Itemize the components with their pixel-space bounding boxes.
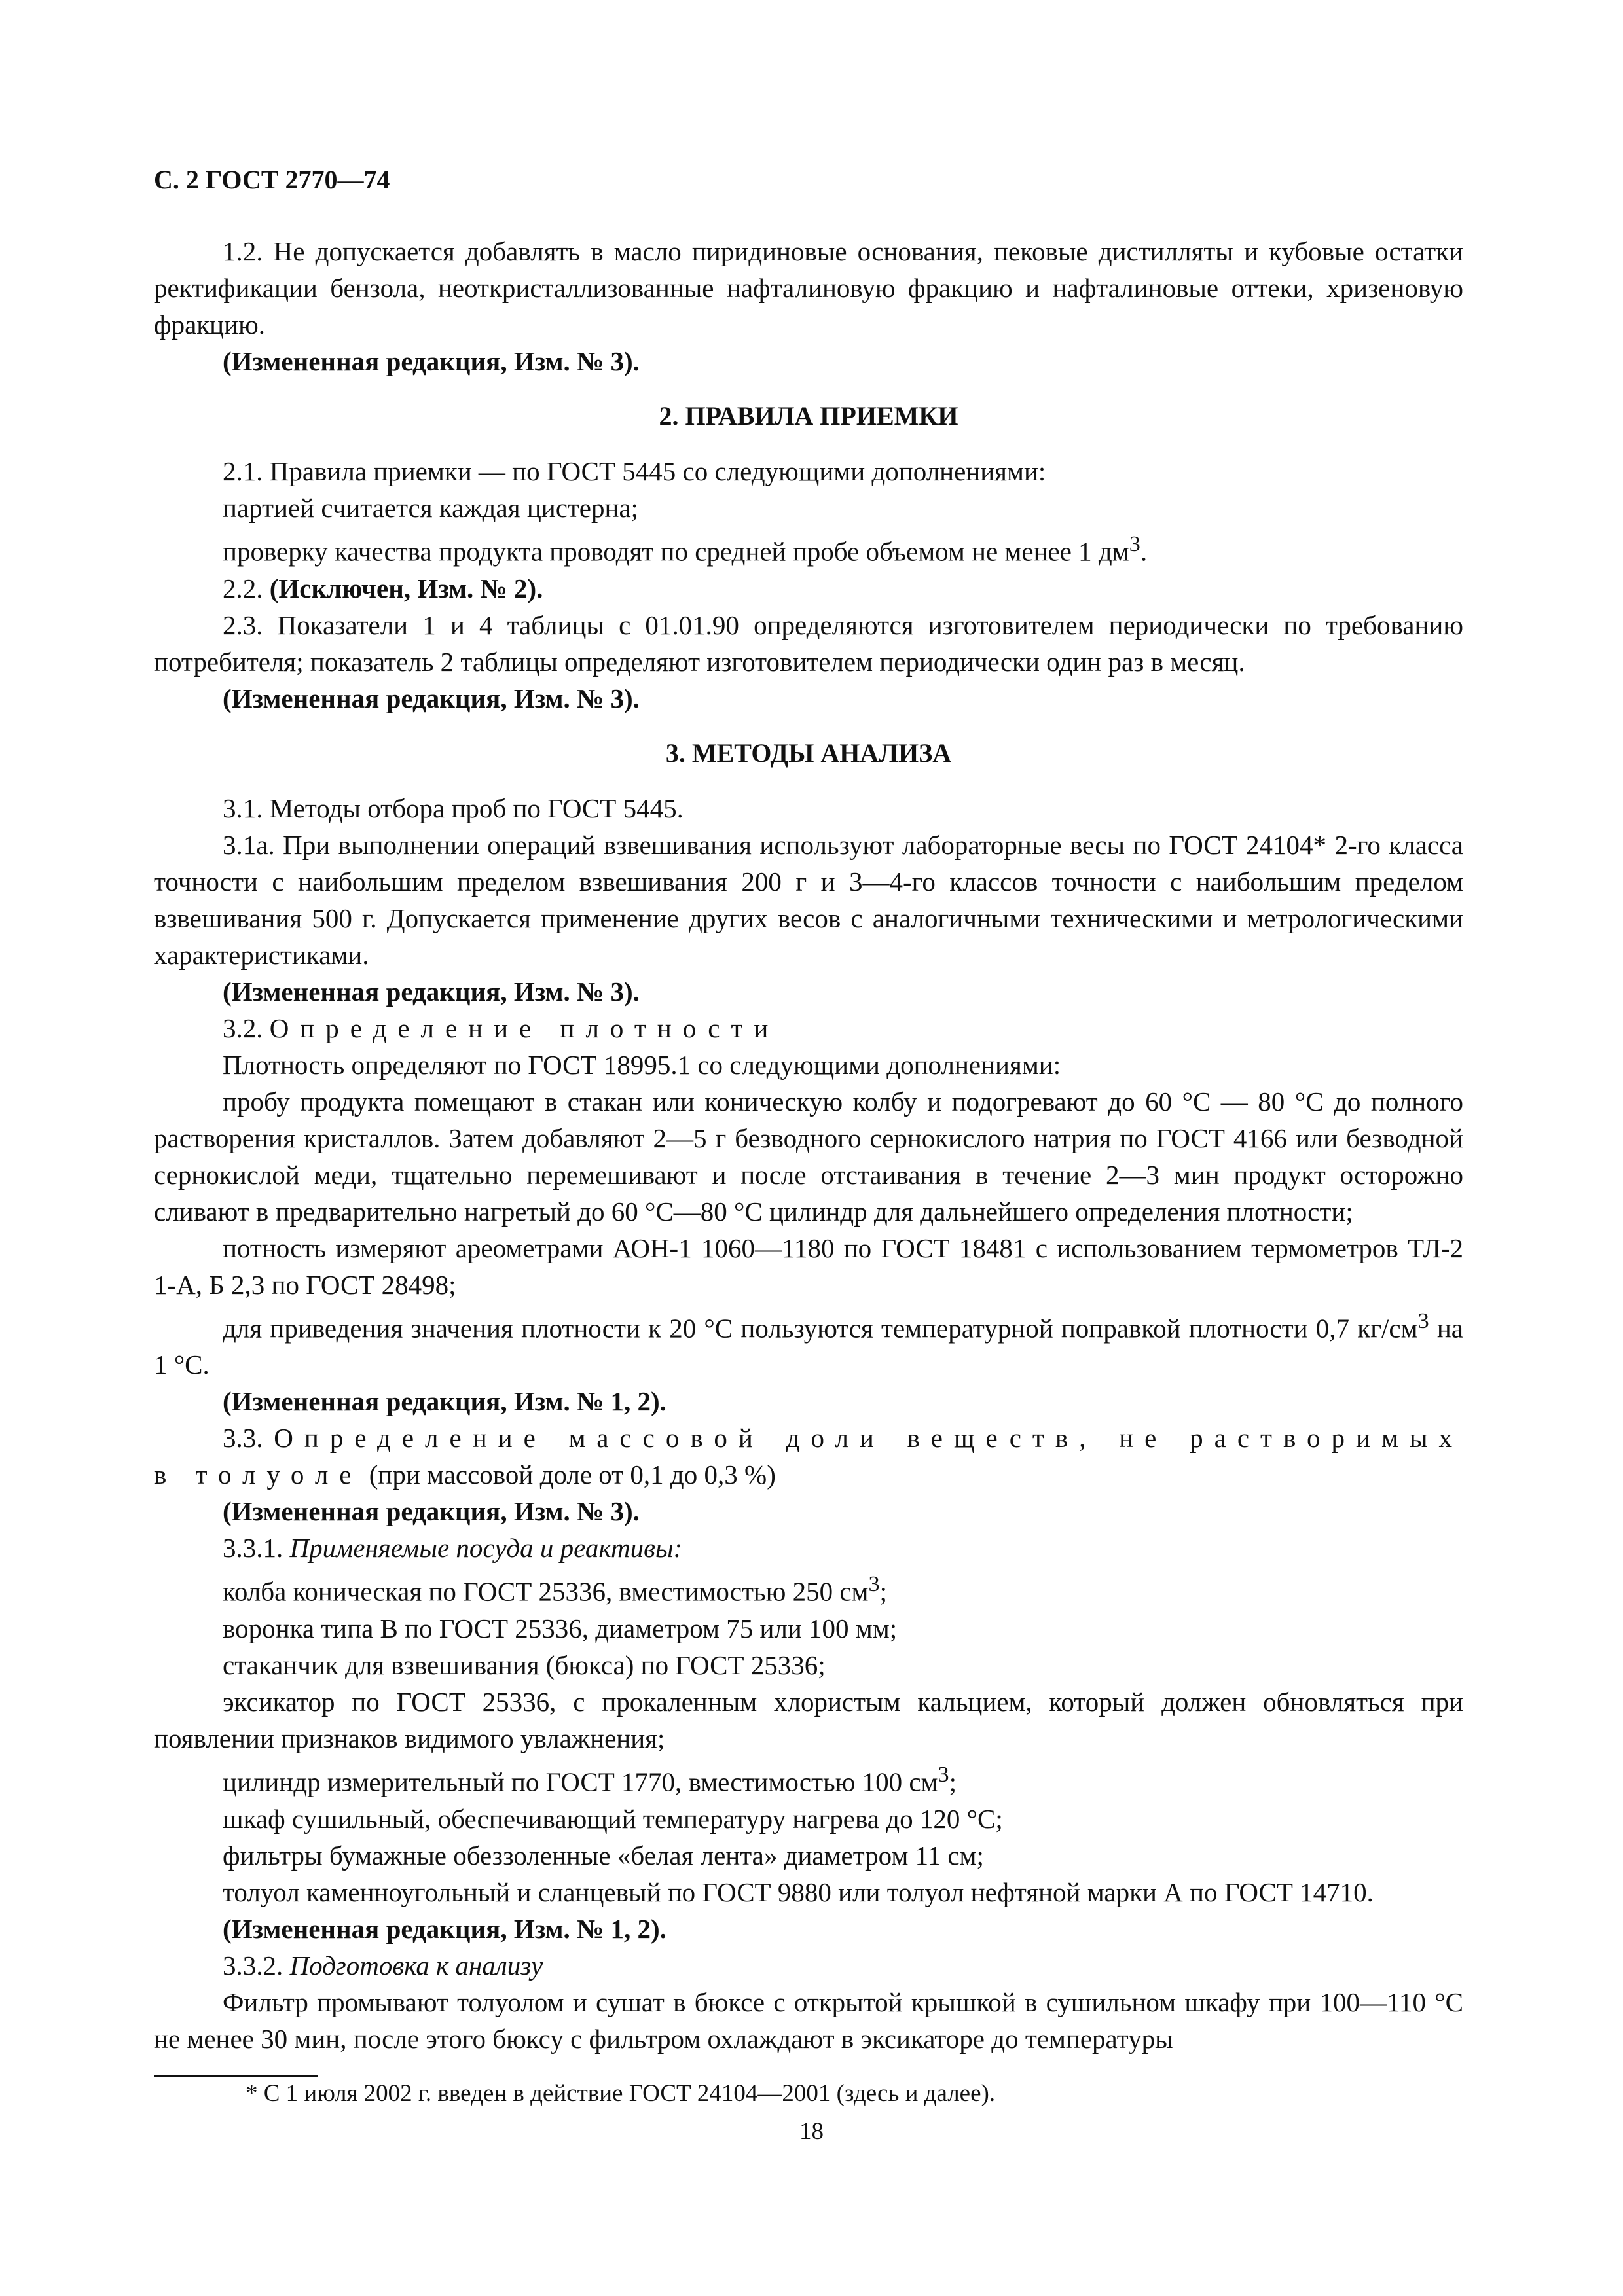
document-page [154,164,1463,2110]
paragraph-number: 3.3.2. [223,1950,290,1981]
paragraph-number: 3.3.1. [223,1533,290,1564]
superscript: 3 [868,1572,880,1597]
spacer [154,2057,1463,2075]
text: (при массовой доле от 0,1 до 0,3 %) [362,1460,776,1490]
footnote: * С 1 июля 2002 г. введен в действие ГОСТ 24104—2001 (здесь и далее). [246,2079,996,2107]
text: колба коническая по ГОСТ 25336, вместимостью 250 см [223,1576,869,1607]
text: проверку качества продукта проводят по средней пробе объемом не менее 1 дм [223,536,1129,567]
spacer [154,196,1463,233]
paragraph-2-1-item-a: партией считается каждая цистерна; [223,493,639,523]
paragraph-3-2-correction [154,1303,1463,1384]
list-item: воронка типа В по ГОСТ 25336, диаметром 75 или 100 мм; [223,1613,898,1643]
revision-note: (Измененная редакция, Изм. № 3). [223,1496,640,1527]
list-item [154,1566,1463,1610]
paragraph-3-3-2 [154,1947,1463,1984]
paragraph-3-1: 3.1. Методы отбора проб по ГОСТ 5445. [223,793,684,823]
list-item: эксикатор по ГОСТ 25336, с прокаленным хлористым кальцием, который должен обновляться при появлении признаков видимого увлажнения; [154,1686,1463,1753]
text: ; [949,1767,957,1797]
paragraph-3-3-1 [154,1530,1463,1566]
text: ; [879,1576,887,1607]
page-header: С. 2 ГОСТ 2770—74 [154,165,390,194]
paragraph-number: 2.2. [223,573,270,603]
list-item: стаканчик для взвешивания (бюкса) по ГОСТ 25336; [223,1649,826,1680]
revision-note: (Измененная редакция, Изм. № 1, 2). [223,1913,666,1944]
paragraph-3-3 [154,1420,1463,1493]
paragraph-3-2-sample: пробу продукта помещают в стакан или коническую колбу и подогревают до 60 °С — 80 °С до полного растворения кристаллов. Затем добавляют 2—5 г безводного сернокислого натрия по ГОСТ 4166 или безводной сернокислой меди, тщательно перемешивают и после отстаивания в течение 2—3 мин продукт осторожно сливают в предварительно нагретый до 60 °С—80 °С цилиндр для дальнейшего определения плотности; [154,1086,1463,1227]
list-item: толуол каменноугольный и сланцевый по ГОСТ 9880 или толуол нефтяной марки А по ГОСТ 14710. [223,1876,1374,1907]
revision-note: (Исключен, Изм. № 2). [269,573,543,603]
paragraph-number: 3.3. [223,1423,274,1454]
superscript: 3 [1417,1308,1429,1333]
subsection-title: Определение плотности [269,1013,780,1043]
subsection-title: Применяемые посуда и реактивы: [289,1533,683,1564]
paragraph-3-2-intro: Плотность определяют по ГОСТ 18995.1 со следующими дополнениями: [223,1049,1061,1080]
paragraph-2-1-item-b [154,526,1463,570]
paragraph-3-2 [154,1010,1463,1047]
revision-note: (Измененная редакция, Изм. № 1, 2). [223,1386,666,1417]
text: цилиндр измерительный по ГОСТ 1770, вместимостью 100 см [223,1767,938,1797]
subsection-title: Подготовка к анализу [289,1950,543,1981]
spacer [154,772,1463,790]
text: на 1 °С. [154,1313,1463,1380]
paragraph-2-3: 2.3. Показатели 1 и 4 таблицы с 01.01.90 определяются изготовителем периодически по требованию потребителя; показатель 2 таблицы определяют изготовителем периодически один раз в месяц. [154,609,1463,677]
text: . [1140,536,1148,567]
revision-note: (Измененная редакция, Изм. № 3). [223,346,640,376]
revision-note: (Измененная редакция, Изм. № 3). [223,976,640,1007]
text: для приведения значения плотности к 20 °С пользуются температурной поправкой плотности 0,7 кг/см [223,1313,1418,1344]
subsection-title: Определение массовой доли веществ, не растворимых в толуоле [154,1423,1463,1490]
section-2-title: 2. ПРАВИЛА ПРИЕМКИ [659,401,958,431]
paragraph-3-2-measure: потность измеряют ареометрами АОН-1 1060—1180 по ГОСТ 18481 с использованием термометров ТЛ-2 1-А, Б 2,3 по ГОСТ 28498; [154,1232,1463,1300]
paragraph-3-3-2-text: Фильтр промывают толуолом и сушат в бюксе с открытой крышкой в сушильном шкафу при 100—110 °С не менее 30 мин, после этого бюксу с фильтром охлаждают в эксикаторе до температуры [154,1986,1463,2054]
section-3-title: 3. МЕТОДЫ АНАЛИЗА [665,738,952,768]
superscript: 3 [1129,532,1140,556]
paragraph-3-1a: 3.1а. При выполнении операций взвешивания используют лабораторные весы по ГОСТ 24104* 2-го класса точности с наибольшим пределом взвешивания 200 г и 3—4-го классов точности с наибольшим пределом взвешивания 500 г. Допускается применение других весов с аналогичными техническими и метрологическими характеристиками. [154,829,1463,970]
revision-note: (Измененная редакция, Изм. № 3). [223,683,640,713]
page-number: 18 [799,2118,824,2145]
superscript: 3 [938,1762,949,1787]
paragraph-2-1: 2.1. Правила приемки — по ГОСТ 5445 со следующими дополнениями: [223,456,1046,486]
paragraph-1-2: 1.2. Не допускается добавлять в масло пиридиновые основания, пековые дистилляты и кубовые остатки ректификации бензола, неоткристаллизованные нафталиновую фракцию и нафталиновые оттеки, хризеновую фракцию. [154,236,1463,340]
list-item [154,1757,1463,1801]
list-item: шкаф сушильный, обеспечивающий температуру нагрева до 120 °С; [223,1803,1003,1834]
list-item: фильтры бумажные обеззоленные «белая лента» диаметром 11 см; [223,1840,984,1871]
paragraph-2-2 [154,570,1463,607]
spacer [154,717,1463,735]
spacer [154,435,1463,453]
spacer [154,380,1463,398]
paragraph-number: 3.2. [223,1013,270,1043]
